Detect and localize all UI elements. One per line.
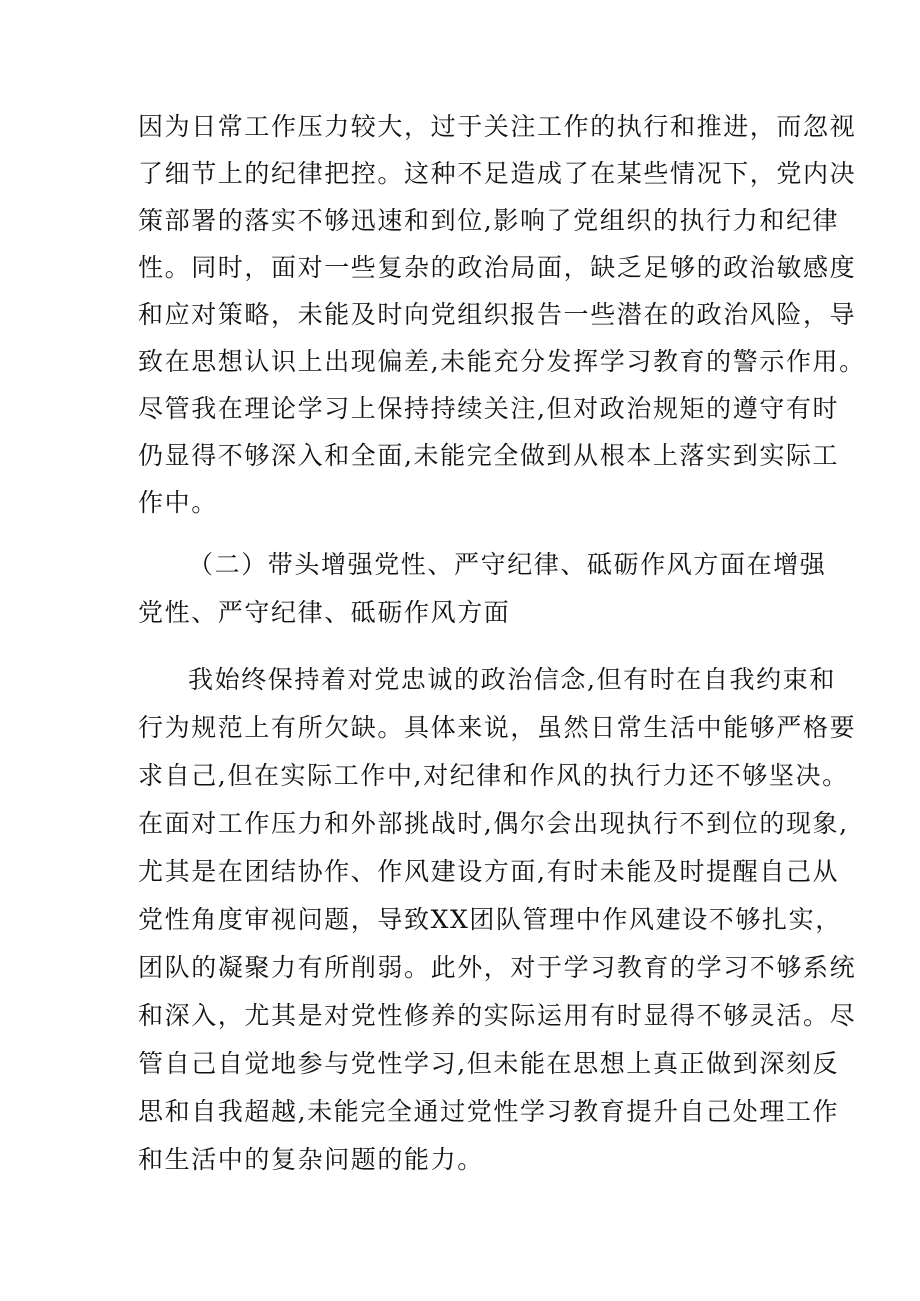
paragraph-line: 在面对工作压力和外部挑战时,偶尔会出现执行不到位的现象, <box>138 809 849 838</box>
section-heading: （二）带头增强党性、严守纪律、砥砺作风方面在增强 <box>188 550 827 579</box>
paragraph-line: 党性角度审视问题，导致XX团队管理中作风建设不够扎实， <box>138 905 842 934</box>
paragraph-line: 了细节上的纪律把控。这种不足造成了在某些情况下，党内决 <box>138 159 857 188</box>
paragraph-line: 团队的凝聚力有所削弱。此外，对于学习教育的学习不够系统 <box>138 953 857 982</box>
paragraph-line: 求自己,但在实际工作中,对纪律和作风的执行力还不够坚决。 <box>138 761 849 790</box>
paragraph-line: 思和自我超越,未能完全通过党性学习教育提升自己处理工作 <box>138 1097 840 1126</box>
paragraph-line: 和深入，尤其是对党性修养的实际运用有时显得不够灵活。尽 <box>138 1001 857 1030</box>
section-heading-continued: 党性、严守纪律、砥砺作风方面 <box>138 598 511 627</box>
paragraph-line: 行为规范上有所欠缺。具体来说，虽然日常生活中能够严格要 <box>138 713 857 742</box>
paragraph-line: 因为日常工作压力较大，过于关注工作的执行和推进，而忽视 <box>138 112 857 141</box>
paragraph-line: 管自己自觉地参与党性学习,但未能在思想上真正做到深刻反 <box>138 1049 840 1078</box>
paragraph-line: 性。同时，面对一些复杂的政治局面，缺乏足够的政治敏感度 <box>138 253 857 282</box>
paragraph-line: 致在思想认识上出现偏差,未能充分发挥学习教育的警示作用。 <box>138 347 866 376</box>
paragraph-line: 作中。 <box>138 488 218 517</box>
paragraph-line: 仍显得不够深入和全面,未能完全做到从根本上落实到实际工 <box>138 441 840 470</box>
paragraph-line: 尽管我在理论学习上保持持续关注,但对政治规矩的遵守有时 <box>138 394 840 423</box>
paragraph-line: 尤其是在团结协作、作风建设方面,有时未能及时提醒自己从 <box>138 857 840 886</box>
paragraph-line: 我始终保持着对党忠诚的政治信念,但有时在自我约束和 <box>188 665 836 694</box>
paragraph-line: 和生活中的复杂问题的能力。 <box>138 1145 484 1174</box>
paragraph-line: 策部署的落实不够迅速和到位,影响了党组织的执行力和纪律 <box>138 206 840 235</box>
paragraph-line: 和应对策略，未能及时向党组织报告一些潜在的政治风险，导 <box>138 300 857 329</box>
